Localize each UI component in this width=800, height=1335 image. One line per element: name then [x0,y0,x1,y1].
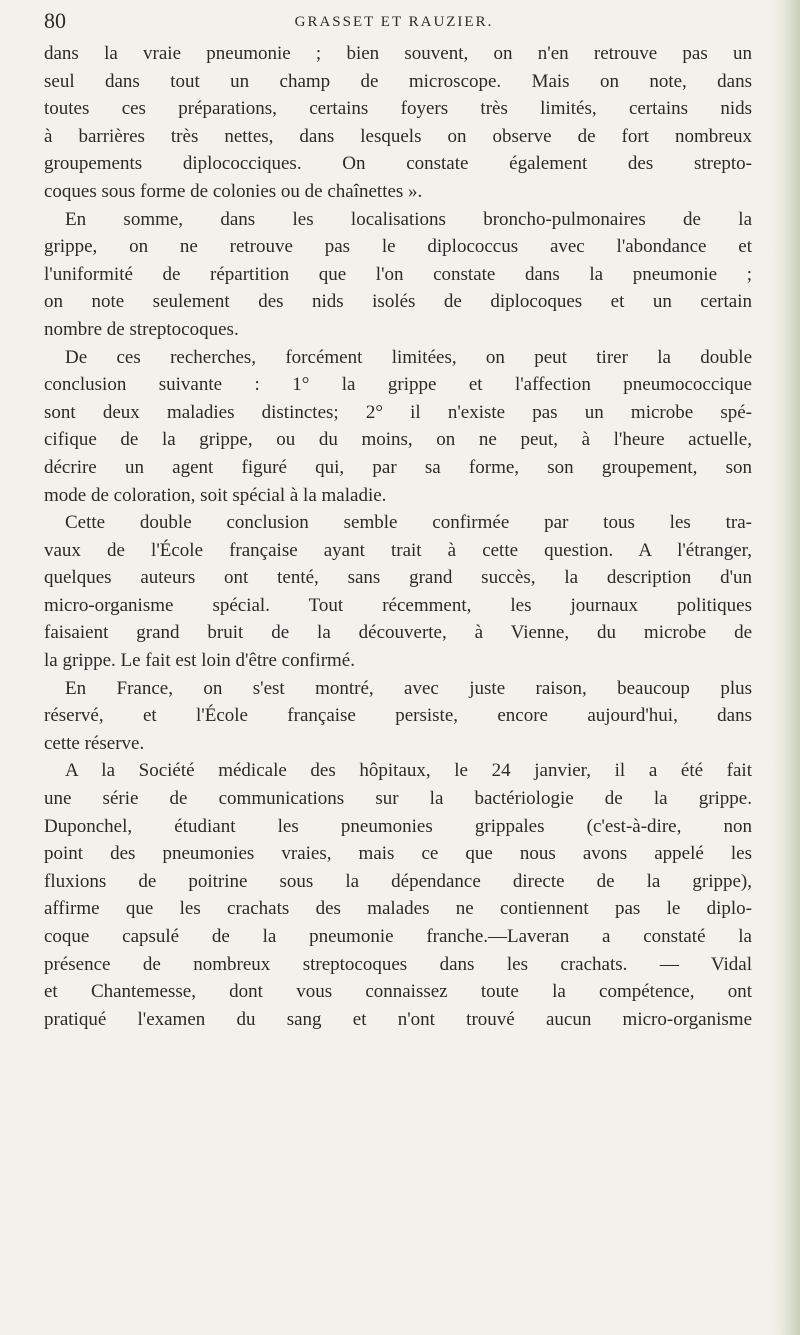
text-line: la grippe. Le fait est loin d'être confirmé. [44,650,355,672]
text-line: De ces recherches, forcément limitées, on peut tirer la double [65,346,752,368]
text-line: coques sous forme de colonies ou de chaînettes ». [44,180,423,202]
text-line: point des pneumonies vraies, mais ce que nous avons appelé les [44,843,752,865]
text-line: réservé, et l'École française persiste, encore aujourd'hui, dans [44,705,752,727]
text-line: fluxions de poitrine sous la dépendance directe de la grippe), [44,870,752,892]
text-line: présence de nombreux streptocoques dans les crachats. — Vidal [44,953,752,975]
text-line: affirme que les crachats des malades ne contiennent pas le diplo- [44,898,752,920]
text-line: micro-organisme spécial. Tout récemment, les journaux politiques [44,594,752,616]
text-line: Cette double conclusion semble confirmée par tous les tra- [65,512,752,534]
text-line: grippe, on ne retrouve pas le diplococcus avec l'abondance et [44,236,752,258]
text-line: seul dans tout un champ de microscope. Mais on note, dans [44,70,752,92]
text-line: faisaient grand bruit de la découverte, à Vienne, du microbe de [44,622,752,644]
page-edge-shadow [772,0,800,1335]
text-line: conclusion suivante : 1° la grippe et l'affection pneumococcique [44,374,752,396]
text-line: sont deux maladies distinctes; 2° il n'existe pas un microbe spé- [44,401,752,423]
body-text [44,40,752,1033]
running-head: GRASSET ET RAUZIER. [294,14,494,30]
text-line: En France, on s'est montré, avec juste raison, beaucoup plus [65,677,752,699]
text-line: En somme, dans les localisations broncho-pulmonaires de la [65,208,752,230]
text-line: nombre de streptocoques. [44,318,239,340]
text-line: dans la vraie pneumonie ; bien souvent, on n'en retrouve pas un [44,43,752,64]
text-line: quelques auteurs ont tenté, sans grand succès, la description d'un [44,567,752,589]
text-line: et Chantemesse, dont vous connaissez toute la compétence, ont [44,981,752,1003]
text-line: mode de coloration, soit spécial à la maladie. [44,484,387,506]
text-line: à barrières très nettes, dans lesquels on observe de fort nombreux [44,125,752,147]
text-line: A la Société médicale des hôpitaux, le 24 janvier, il a été fait [65,760,752,782]
text-line: toutes ces préparations, certains foyers très limités, certains nids [44,98,752,120]
text-line: une série de communications sur la bactériologie de la grippe. [44,788,752,810]
text-line: décrire un agent figuré qui, par sa forme, son groupement, son [44,456,752,478]
text-line: Duponchel, étudiant les pneumonies grippales (c'est-à-dire, non [44,815,752,837]
text-line: coque capsulé de la pneumonie franche.—Laveran a constaté la [44,926,752,947]
text-line: cette réserve. [44,732,145,754]
text-line: l'uniformité de répartition que l'on constate dans la pneumonie ; [44,263,752,285]
page-number: 80 [44,8,66,33]
text-line: groupements diplococciques. On constate également des strepto- [44,153,752,175]
text-line: vaux de l'École française ayant trait à cette question. A l'étranger, [44,539,752,561]
text-line: pratiqué l'examen du sang et n'ont trouvé aucun micro-organisme [44,1008,752,1030]
page-header [44,6,744,36]
text-line: on note seulement des nids isolés de diplocoques et un certain [44,291,752,313]
text-line: cifique de la grippe, ou du moins, on ne peut, à l'heure actuelle, [44,429,752,451]
